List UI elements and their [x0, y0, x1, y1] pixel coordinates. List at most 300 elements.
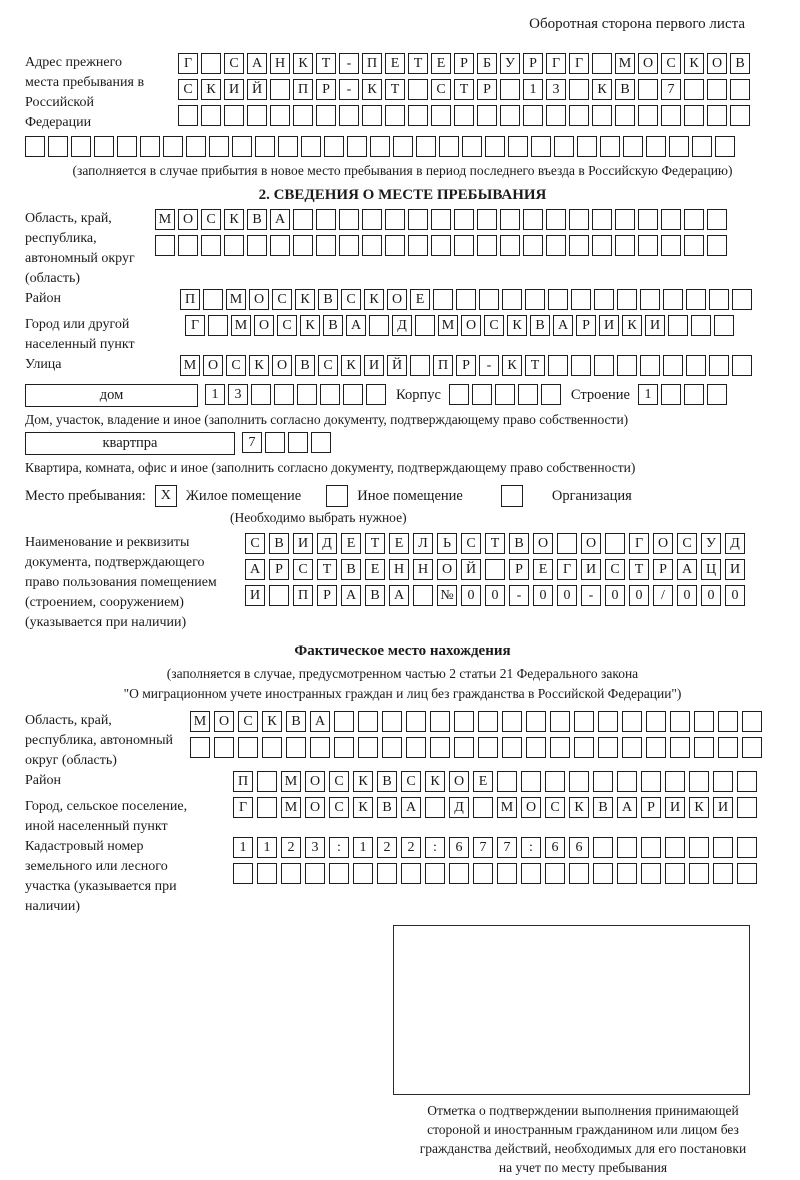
char-cell — [311, 432, 331, 453]
char-cell: К — [425, 771, 445, 792]
char-cell — [257, 797, 277, 818]
char-cell: О — [203, 355, 223, 376]
char-cell: П — [293, 585, 313, 606]
char-cell — [270, 79, 290, 100]
char-cell — [232, 136, 252, 157]
char-cell — [661, 235, 681, 256]
char-cell: А — [341, 585, 361, 606]
char-cell: О — [214, 711, 234, 732]
char-cell: М — [180, 355, 200, 376]
char-cell: П — [293, 79, 313, 100]
char-cell — [339, 235, 359, 256]
char-cell — [449, 863, 469, 884]
stay-type-row — [25, 485, 780, 507]
char-cell: М — [190, 711, 210, 732]
char-cell — [531, 136, 551, 157]
char-cell: В — [269, 533, 289, 554]
char-cell — [416, 136, 436, 157]
char-cell — [694, 737, 714, 758]
char-cell — [730, 105, 750, 126]
char-cell — [393, 136, 413, 157]
char-cell — [454, 209, 474, 230]
char-cell: А — [677, 559, 697, 580]
char-cell: 6 — [569, 837, 589, 858]
char-cell — [709, 355, 729, 376]
region-row — [25, 209, 780, 289]
char-cell — [742, 711, 762, 732]
char-cell — [594, 355, 614, 376]
char-cell — [732, 289, 752, 310]
char-cell — [546, 235, 566, 256]
char-cell — [286, 737, 306, 758]
char-cell — [155, 235, 175, 256]
char-cell: К — [224, 209, 244, 230]
char-cell: Е — [385, 53, 405, 74]
char-cell — [577, 136, 597, 157]
district-row — [25, 289, 780, 315]
char-cell — [288, 432, 308, 453]
prev-address-label: Адрес прежнего места пребывания в Российской Федерации — [25, 55, 145, 130]
char-cell: К — [364, 289, 384, 310]
char-cell: С — [605, 559, 625, 580]
char-cell: О — [437, 559, 457, 580]
char-cell — [163, 136, 183, 157]
prev-address-note: (заполняется в случае прибытия в новое место пребывания в период последнего въезда в Российскую Федерацию) — [72, 163, 733, 178]
char-cell: Г — [629, 533, 649, 554]
char-cell — [523, 105, 543, 126]
char-cell: С — [329, 797, 349, 818]
char-cell: 0 — [533, 585, 553, 606]
char-cell — [408, 79, 428, 100]
char-cell: В — [318, 289, 338, 310]
char-cell — [523, 209, 543, 230]
cadastral-grid-row-1 — [233, 837, 757, 858]
char-cell — [339, 105, 359, 126]
char-cell: 2 — [281, 837, 301, 858]
char-cell — [718, 711, 738, 732]
char-cell — [257, 771, 277, 792]
char-cell — [569, 79, 589, 100]
char-cell — [665, 771, 685, 792]
char-cell: Б — [477, 53, 497, 74]
char-cell: О — [638, 53, 658, 74]
char-cell: К — [569, 797, 589, 818]
char-cell — [362, 105, 382, 126]
char-cell — [691, 315, 711, 336]
char-cell: А — [617, 797, 637, 818]
region-grid-row-1 — [155, 209, 727, 230]
char-cell — [709, 289, 729, 310]
char-cell — [293, 235, 313, 256]
char-cell: Н — [270, 53, 290, 74]
char-cell — [224, 105, 244, 126]
char-cell: И — [364, 355, 384, 376]
char-cell — [663, 289, 683, 310]
char-cell — [408, 235, 428, 256]
char-cell — [638, 209, 658, 230]
house-row — [25, 384, 780, 410]
char-cell: К — [689, 797, 709, 818]
char-cell — [316, 105, 336, 126]
char-cell — [251, 384, 271, 405]
stroenie-label: Строение — [570, 387, 630, 403]
city-row — [25, 315, 780, 355]
char-cell — [592, 53, 612, 74]
char-cell — [521, 771, 541, 792]
char-cell: К — [502, 355, 522, 376]
char-cell: О — [521, 797, 541, 818]
char-cell — [689, 863, 709, 884]
char-cell — [665, 837, 685, 858]
char-cell: А — [270, 209, 290, 230]
cadastral-grid-row-2 — [233, 863, 757, 884]
char-cell — [665, 863, 685, 884]
char-cell — [557, 533, 577, 554]
char-cell: Д — [449, 797, 469, 818]
document-grid-row-1 — [245, 533, 745, 554]
char-cell — [545, 771, 565, 792]
char-cell — [310, 737, 330, 758]
char-cell — [425, 863, 445, 884]
korpus-label: Корпус — [396, 387, 441, 403]
district-grid-row — [180, 289, 752, 310]
char-cell: 2 — [401, 837, 421, 858]
section2-title: 2. СВЕДЕНИЯ О МЕСТЕ ПРЕБЫВАНИЯ — [258, 187, 547, 203]
char-cell — [201, 235, 221, 256]
char-cell: С — [277, 315, 297, 336]
char-cell: С — [245, 533, 265, 554]
char-cell — [385, 235, 405, 256]
char-cell: Т — [365, 533, 385, 554]
apartment-note: Квартира, комната, офис и иное (заполнить согласно документу, подтверждающему право собственности) — [25, 460, 636, 475]
prev-address-section — [25, 53, 780, 133]
char-cell — [297, 384, 317, 405]
char-cell — [255, 136, 275, 157]
char-cell — [669, 136, 689, 157]
char-cell — [431, 235, 451, 256]
char-cell — [462, 136, 482, 157]
char-cell: И — [581, 559, 601, 580]
char-cell — [521, 863, 541, 884]
char-cell — [593, 837, 613, 858]
char-cell — [593, 771, 613, 792]
char-cell — [518, 384, 538, 405]
char-cell — [661, 105, 681, 126]
char-cell: К — [300, 315, 320, 336]
char-cell — [554, 136, 574, 157]
char-cell — [646, 737, 666, 758]
char-cell — [257, 863, 277, 884]
char-cell — [646, 136, 666, 157]
char-cell — [343, 384, 363, 405]
char-cell — [477, 235, 497, 256]
char-cell — [369, 315, 389, 336]
char-cell — [548, 355, 568, 376]
char-cell: К — [353, 771, 373, 792]
char-cell — [203, 289, 223, 310]
char-cell — [478, 737, 498, 758]
prev-address-grid-row-1 — [178, 53, 750, 74]
char-cell — [742, 737, 762, 758]
char-cell: В — [323, 315, 343, 336]
street-label: Улица — [25, 357, 62, 372]
char-cell: Н — [389, 559, 409, 580]
city-grid-row — [185, 315, 734, 336]
char-cell — [406, 737, 426, 758]
char-cell: К — [249, 355, 269, 376]
char-cell — [473, 863, 493, 884]
char-cell — [640, 355, 660, 376]
char-cell: В — [295, 355, 315, 376]
char-cell — [732, 355, 752, 376]
char-cell: М — [226, 289, 246, 310]
char-cell — [598, 711, 618, 732]
char-cell — [214, 737, 234, 758]
char-cell — [541, 384, 561, 405]
char-cell — [715, 136, 735, 157]
char-cell: 0 — [605, 585, 625, 606]
char-cell: 0 — [701, 585, 721, 606]
char-cell — [406, 711, 426, 732]
char-cell: Р — [317, 585, 337, 606]
char-cell: Ц — [701, 559, 721, 580]
char-cell — [324, 136, 344, 157]
char-cell — [362, 209, 382, 230]
house-grid — [205, 384, 386, 405]
char-cell: О — [707, 53, 727, 74]
char-cell — [140, 136, 160, 157]
option-other-premises-label: Иное помещение — [357, 487, 463, 504]
char-cell: М — [155, 209, 175, 230]
stamp-note — [383, 1101, 783, 1177]
char-cell — [477, 105, 497, 126]
stay-type-note: (Необходимо выбрать нужное) — [230, 510, 407, 525]
char-cell — [485, 136, 505, 157]
char-cell: Т — [317, 559, 337, 580]
char-cell — [593, 863, 613, 884]
char-cell: В — [247, 209, 267, 230]
char-cell — [571, 289, 591, 310]
char-cell: К — [353, 797, 373, 818]
char-cell — [546, 209, 566, 230]
char-cell: Е — [341, 533, 361, 554]
char-cell — [718, 737, 738, 758]
char-cell — [622, 711, 642, 732]
char-cell: У — [500, 53, 520, 74]
stay-type-label: Место пребывания: — [25, 487, 146, 504]
char-cell — [500, 209, 520, 230]
char-cell — [439, 136, 459, 157]
actual-city-label: Город, сельское поселение, иной населенный пункт — [25, 799, 188, 834]
char-cell: Г — [546, 53, 566, 74]
checkbox-organization — [501, 485, 523, 507]
char-cell: Т — [316, 53, 336, 74]
char-cell: К — [622, 315, 642, 336]
char-cell — [278, 136, 298, 157]
char-cell — [334, 737, 354, 758]
char-cell: И — [645, 315, 665, 336]
char-cell — [320, 384, 340, 405]
char-cell — [640, 289, 660, 310]
char-cell — [546, 105, 566, 126]
char-cell: С — [461, 533, 481, 554]
char-cell — [569, 105, 589, 126]
char-cell: В — [615, 79, 635, 100]
char-cell: О — [305, 797, 325, 818]
korpus-grid — [449, 384, 561, 405]
char-cell: В — [730, 53, 750, 74]
char-cell — [385, 209, 405, 230]
char-cell — [247, 235, 267, 256]
char-cell: 1 — [353, 837, 373, 858]
prev-address-grid-row-3 — [178, 105, 750, 126]
char-cell — [550, 737, 570, 758]
char-cell: : — [425, 837, 445, 858]
char-cell — [526, 711, 546, 732]
char-cell: Р — [653, 559, 673, 580]
char-cell: И — [599, 315, 619, 336]
char-cell — [479, 289, 499, 310]
char-cell: - — [509, 585, 529, 606]
char-cell: 6 — [449, 837, 469, 858]
char-cell: 0 — [557, 585, 577, 606]
char-cell — [523, 235, 543, 256]
actual-region-grid-row-2 — [190, 737, 762, 758]
document-grid-row-3 — [245, 585, 745, 606]
stamp-note-line-2: стороной и иностранным гражданином или лицом без — [427, 1122, 739, 1137]
char-cell: - — [339, 79, 359, 100]
char-cell: К — [684, 53, 704, 74]
char-cell — [737, 771, 757, 792]
char-cell — [638, 105, 658, 126]
char-cell: 7 — [497, 837, 517, 858]
char-cell — [430, 737, 450, 758]
char-cell: О — [449, 771, 469, 792]
char-cell: И — [224, 79, 244, 100]
char-cell: А — [553, 315, 573, 336]
char-cell — [477, 209, 497, 230]
char-cell — [641, 863, 661, 884]
char-cell — [600, 136, 620, 157]
char-cell: Д — [317, 533, 337, 554]
char-cell: - — [479, 355, 499, 376]
char-cell: С — [224, 53, 244, 74]
char-cell — [473, 797, 493, 818]
char-cell — [707, 384, 727, 405]
page-side-note: Оборотная сторона первого листа — [529, 16, 745, 32]
char-cell: С — [545, 797, 565, 818]
char-cell — [25, 136, 45, 157]
char-cell — [689, 837, 709, 858]
char-cell — [598, 737, 618, 758]
char-cell — [622, 737, 642, 758]
char-cell: С — [201, 209, 221, 230]
char-cell — [684, 235, 704, 256]
char-cell: К — [341, 355, 361, 376]
district-label: Район — [25, 291, 61, 306]
char-cell — [408, 209, 428, 230]
char-cell — [71, 136, 91, 157]
char-cell: В — [593, 797, 613, 818]
region-grid-row-2 — [155, 235, 727, 256]
house-box-label: дом — [25, 384, 198, 407]
char-cell — [209, 136, 229, 157]
char-cell — [617, 863, 637, 884]
char-cell: И — [665, 797, 685, 818]
char-cell — [638, 79, 658, 100]
document-grid-row-2 — [245, 559, 745, 580]
char-cell: Р — [454, 53, 474, 74]
char-cell — [500, 105, 520, 126]
char-cell — [316, 209, 336, 230]
char-cell: Н — [413, 559, 433, 580]
char-cell — [48, 136, 68, 157]
char-cell — [401, 863, 421, 884]
city-label: Город или другой населенный пункт — [25, 317, 135, 352]
stamp-box — [393, 925, 750, 1095]
char-cell: К — [507, 315, 527, 336]
char-cell — [362, 235, 382, 256]
char-cell — [186, 136, 206, 157]
char-cell — [686, 355, 706, 376]
char-cell: М — [281, 771, 301, 792]
char-cell: Г — [557, 559, 577, 580]
char-cell — [684, 209, 704, 230]
char-cell: О — [533, 533, 553, 554]
char-cell — [433, 289, 453, 310]
char-cell: Р — [641, 797, 661, 818]
char-cell: Р — [269, 559, 289, 580]
char-cell — [668, 315, 688, 336]
char-cell: Е — [533, 559, 553, 580]
char-cell — [684, 105, 704, 126]
char-cell: Ь — [437, 533, 457, 554]
char-cell: В — [286, 711, 306, 732]
char-cell: 7 — [473, 837, 493, 858]
char-cell — [615, 235, 635, 256]
char-cell — [358, 711, 378, 732]
char-cell: С — [293, 559, 313, 580]
char-cell: А — [247, 53, 267, 74]
char-cell: Е — [389, 533, 409, 554]
char-cell — [707, 105, 727, 126]
char-cell — [508, 136, 528, 157]
char-cell — [201, 53, 221, 74]
apartment-box-label: квартпра — [25, 432, 235, 455]
prev-address-grid-row-4 — [25, 136, 780, 157]
char-cell: О — [581, 533, 601, 554]
char-cell: С — [318, 355, 338, 376]
document-row — [25, 533, 780, 633]
char-cell — [569, 863, 589, 884]
char-cell: О — [254, 315, 274, 336]
char-cell: Т — [454, 79, 474, 100]
char-cell — [413, 585, 433, 606]
char-cell: И — [713, 797, 733, 818]
prev-address-grid-row-2 — [178, 79, 750, 100]
char-cell — [737, 863, 757, 884]
char-cell: Л — [413, 533, 433, 554]
char-cell — [605, 533, 625, 554]
char-cell — [617, 289, 637, 310]
char-cell — [707, 209, 727, 230]
char-cell — [670, 711, 690, 732]
char-cell — [449, 384, 469, 405]
char-cell: Д — [392, 315, 412, 336]
char-cell — [269, 585, 289, 606]
char-cell — [592, 235, 612, 256]
char-cell — [382, 737, 402, 758]
